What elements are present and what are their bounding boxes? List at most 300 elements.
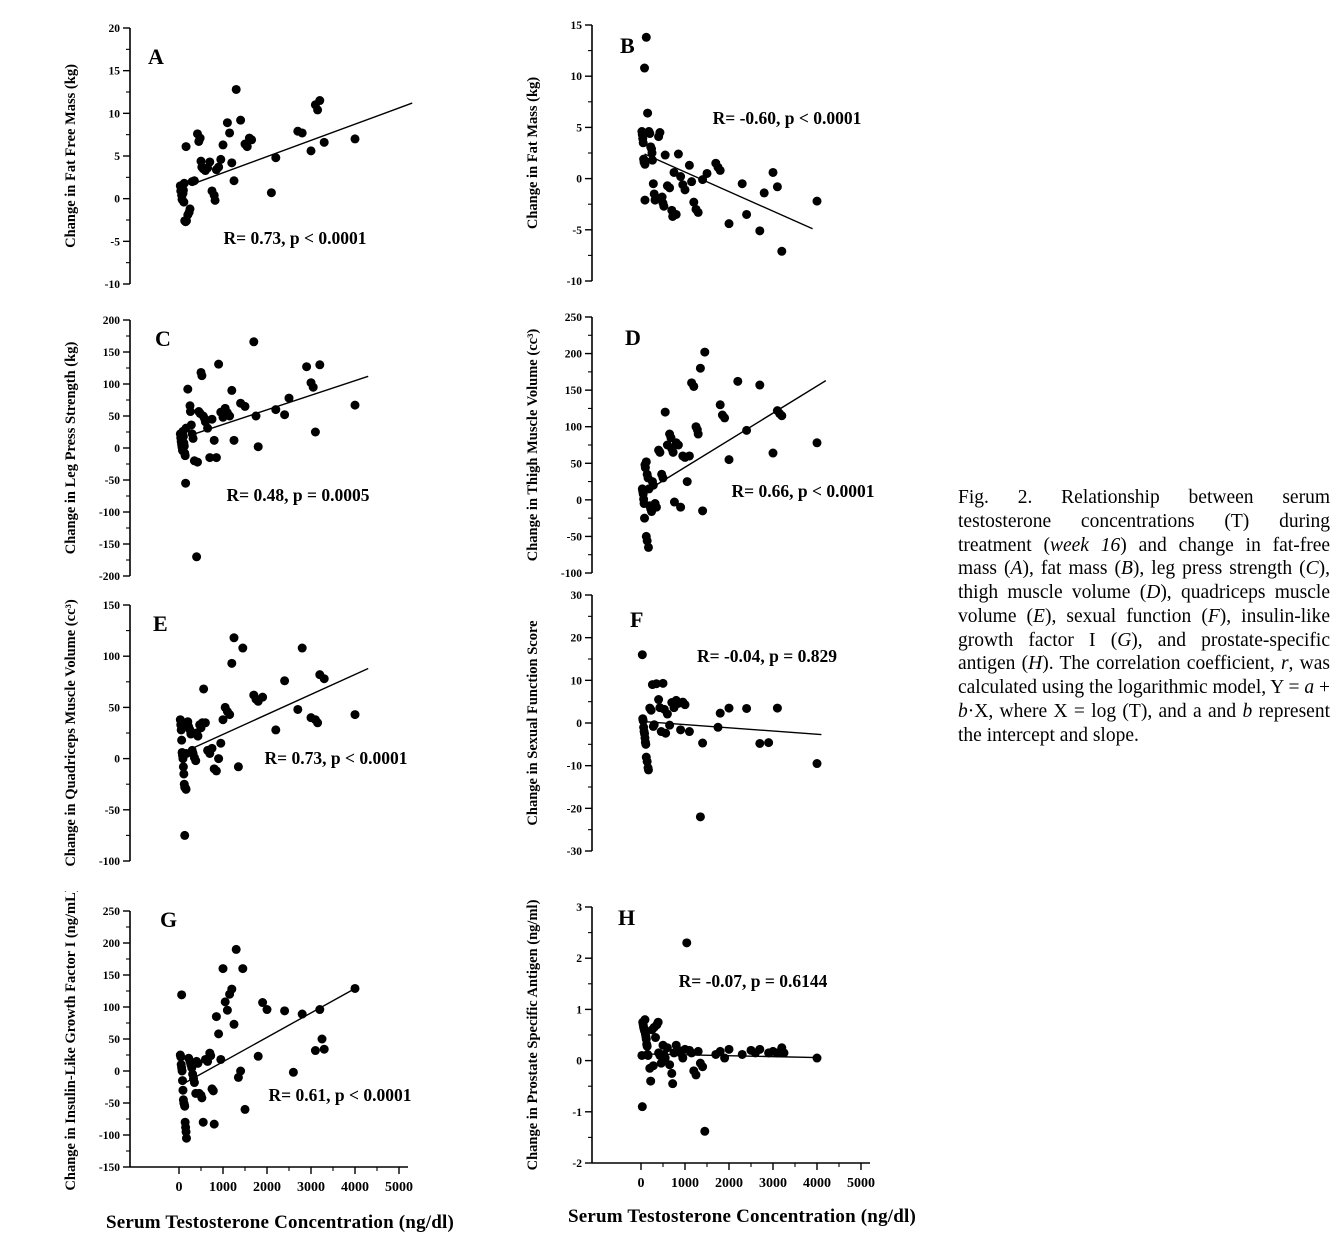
data-point: [665, 183, 674, 192]
y-axis-title: Change in Sexual Function Score: [525, 620, 541, 826]
scatter-points: [638, 650, 822, 821]
data-point: [676, 503, 685, 512]
y-tick-label: -50: [104, 475, 120, 487]
y-tick-label: 10: [570, 71, 582, 84]
y-tick-label: 1: [576, 1004, 582, 1017]
data-point: [219, 140, 228, 149]
data-point: [280, 1006, 289, 1015]
data-point: [293, 705, 302, 714]
y-tick-label: 150: [102, 970, 120, 982]
data-point: [225, 710, 234, 719]
data-point: [227, 659, 236, 668]
data-point: [192, 552, 201, 561]
data-point: [777, 247, 786, 256]
data-point: [236, 116, 245, 125]
y-tick-label: 3: [576, 902, 582, 914]
y-tick-label: 50: [108, 1034, 120, 1046]
data-point: [227, 158, 236, 167]
data-point: [210, 1120, 219, 1129]
trend-line: [650, 381, 826, 489]
scatter-points: [638, 348, 822, 552]
data-point: [698, 1062, 707, 1071]
data-point: [193, 458, 202, 467]
y-tick-label: 150: [102, 347, 120, 359]
y-tick-label: -150: [98, 539, 120, 551]
panel-fat-mass: [522, 5, 957, 302]
data-point: [309, 383, 318, 392]
data-point: [205, 157, 214, 166]
scatter-points: [176, 85, 360, 226]
y-tick-label: 0: [576, 1055, 582, 1068]
panel-leg-press-strength: [60, 300, 495, 597]
correlation-annotation: R= 0.73, p < 0.0001: [264, 748, 408, 768]
y-tick-label: 0: [576, 173, 582, 186]
y-tick-label: 250: [102, 906, 120, 918]
data-point: [655, 128, 664, 137]
data-point: [214, 163, 223, 172]
data-point: [223, 118, 232, 127]
x-tick-label: 0: [175, 1180, 183, 1195]
data-point: [315, 96, 324, 105]
panel-D-chart: [522, 297, 957, 589]
data-point: [227, 386, 236, 395]
data-point: [225, 128, 234, 137]
figure-caption: Fig. 2. Relationship between serum testosterone concentrations (T) during treatment (week 16) and change in fat-free mass (A), fat mass (B), leg press strength (C), thigh muscle volume (D), quadriceps muscle volume (E), sexual function (F), insulin-like growth factor I (G), and prostate-specific antigen (H). The correlation coefficient, r, was calculated using the logarithmic model, Y = a + b·X, where X = log (T), and a and b represent the intercept and slope.: [958, 487, 1331, 746]
y-tick-label: 15: [570, 20, 582, 32]
data-point: [178, 1067, 187, 1076]
data-point: [234, 762, 243, 771]
panel-letter: C: [155, 326, 171, 351]
y-tick-label: 100: [564, 421, 582, 434]
data-point: [665, 721, 674, 730]
data-point: [313, 105, 322, 114]
data-point: [196, 134, 205, 143]
data-point: [214, 1029, 223, 1038]
x-tick-label: 3000: [759, 1176, 787, 1191]
data-point: [643, 1042, 652, 1051]
y-tick-label: 50: [108, 702, 120, 715]
data-point: [280, 676, 289, 685]
data-point: [685, 161, 694, 170]
data-point: [208, 415, 217, 424]
y-tick-label: -50: [104, 804, 120, 817]
correlation-annotation: R= 0.66, p < 0.0001: [731, 481, 875, 501]
data-point: [654, 1018, 663, 1027]
data-point: [351, 134, 360, 143]
y-tick-label: -100: [560, 568, 582, 580]
data-point: [179, 198, 188, 207]
data-point: [725, 219, 734, 228]
data-point: [258, 693, 267, 702]
data-point: [230, 176, 239, 185]
x-tick-label: 5000: [385, 1180, 413, 1195]
data-point: [674, 441, 683, 450]
data-point: [180, 179, 189, 188]
data-point: [655, 448, 664, 457]
data-point: [725, 704, 734, 713]
correlation-annotation: R= -0.04, p = 0.829: [696, 646, 838, 666]
x-tick-label: 4000: [341, 1180, 369, 1195]
panel-E-chart: [60, 585, 495, 877]
data-point: [191, 756, 200, 765]
x-tick-label: 5000: [847, 1176, 875, 1191]
data-point: [644, 1051, 653, 1060]
data-point: [351, 401, 360, 410]
data-point: [667, 1069, 676, 1078]
y-tick-label: 20: [108, 23, 120, 35]
data-point: [313, 718, 322, 727]
panel-G-chart: [60, 891, 495, 1213]
data-point: [351, 710, 360, 719]
data-point: [241, 402, 250, 411]
y-tick-label: 20: [570, 632, 582, 645]
data-point: [755, 381, 764, 390]
data-point: [696, 812, 705, 821]
data-point: [223, 1006, 232, 1015]
data-point: [190, 1078, 199, 1087]
correlation-annotation: R= 0.61, p < 0.0001: [268, 1085, 412, 1105]
data-point: [199, 684, 208, 693]
data-point: [214, 360, 223, 369]
data-point: [212, 766, 221, 775]
data-point: [298, 644, 307, 653]
data-point: [177, 736, 186, 745]
data-point: [698, 506, 707, 515]
data-point: [755, 1045, 764, 1054]
data-point: [271, 725, 280, 734]
data-point: [777, 411, 786, 420]
data-point: [647, 706, 656, 715]
data-point: [227, 985, 236, 994]
y-axis-title: Change in Fat Free Mass (kg): [63, 64, 79, 248]
y-tick-label: 0: [576, 494, 582, 507]
trend-line: [194, 376, 368, 434]
data-point: [733, 377, 742, 386]
data-point: [271, 153, 280, 162]
y-tick-label: 0: [576, 718, 582, 730]
panel-B-chart: [522, 5, 957, 297]
data-point: [236, 1067, 245, 1076]
data-point: [311, 428, 320, 437]
data-point: [676, 725, 685, 734]
x-tick-label: 3000: [297, 1180, 325, 1195]
data-point: [318, 1035, 327, 1044]
data-point: [311, 1046, 320, 1055]
data-point: [180, 1102, 189, 1111]
data-point: [216, 1055, 225, 1064]
panel-letter: G: [160, 907, 178, 932]
data-point: [650, 720, 659, 729]
data-point: [271, 405, 280, 414]
data-point: [813, 1054, 822, 1063]
y-tick-label: -5: [110, 236, 120, 249]
data-point: [644, 543, 653, 552]
y-tick-label: 10: [570, 675, 582, 688]
data-point: [182, 142, 191, 151]
data-point: [742, 704, 751, 713]
data-point: [298, 1010, 307, 1019]
data-point: [645, 129, 654, 138]
data-point: [182, 1134, 191, 1143]
data-point: [720, 413, 729, 422]
y-tick-label: 200: [102, 315, 120, 327]
data-point: [652, 503, 661, 512]
data-point: [197, 1093, 206, 1102]
data-point: [720, 1054, 729, 1063]
scatter-points: [176, 337, 360, 561]
panel-letter: B: [620, 33, 635, 58]
data-point: [703, 169, 712, 178]
data-point: [641, 740, 650, 749]
panel-C-chart: [60, 300, 495, 592]
data-point: [241, 1105, 250, 1114]
y-tick-label: 150: [102, 600, 120, 612]
y-tick-label: -100: [98, 856, 120, 868]
panel-sexual-function-score: [522, 575, 957, 872]
data-point: [694, 430, 703, 439]
data-point: [649, 1061, 658, 1070]
data-point: [813, 197, 822, 206]
data-point: [725, 455, 734, 464]
panel-fat-free-mass: [60, 8, 495, 305]
data-point: [659, 202, 668, 211]
panel-letter: F: [630, 607, 644, 632]
y-tick-label: -100: [98, 507, 120, 519]
data-point: [238, 964, 247, 973]
data-point: [716, 166, 725, 175]
data-point: [315, 1005, 324, 1014]
y-tick-label: 200: [102, 938, 120, 950]
y-tick-label: 0: [114, 443, 120, 455]
y-tick-label: -10: [566, 276, 582, 288]
data-point: [211, 196, 220, 205]
y-tick-label: -150: [98, 1162, 120, 1174]
data-point: [700, 1127, 709, 1136]
data-point: [203, 424, 212, 433]
data-point: [249, 337, 258, 346]
data-point: [232, 945, 241, 954]
data-point: [225, 412, 234, 421]
y-axis-title: Change in Prostate Specific Antigen (ng/ml): [525, 899, 541, 1171]
data-point: [183, 385, 192, 394]
data-point: [208, 744, 217, 753]
y-tick-label: 2: [576, 953, 582, 966]
x-tick-label: 1000: [671, 1176, 699, 1191]
data-point: [209, 1086, 218, 1095]
data-point: [665, 1060, 674, 1069]
data-point: [676, 172, 685, 181]
data-point: [210, 436, 219, 445]
data-point: [212, 453, 221, 462]
y-tick-label: -50: [104, 1098, 120, 1110]
data-point: [674, 150, 683, 159]
y-tick-label: -10: [566, 760, 582, 773]
panel-letter: E: [153, 611, 168, 636]
data-point: [685, 727, 694, 736]
y-tick-label: -30: [566, 846, 582, 858]
data-point: [176, 1052, 185, 1061]
data-point: [320, 674, 329, 683]
y-tick-label: -2: [572, 1158, 582, 1170]
panel-psa: [522, 887, 957, 1214]
y-tick-label: 100: [102, 651, 120, 664]
data-point: [661, 729, 670, 738]
y-tick-label: 250: [564, 312, 582, 324]
y-tick-label: -20: [566, 803, 582, 816]
correlation-annotation: R= 0.73, p < 0.0001: [223, 228, 367, 248]
data-point: [212, 1012, 221, 1021]
y-axis-title: Change in Thigh Muscle Volume (cc³): [525, 328, 541, 562]
data-point: [298, 128, 307, 137]
y-tick-label: -5: [572, 224, 582, 237]
y-tick-label: 5: [114, 151, 120, 163]
data-point: [649, 179, 658, 188]
y-tick-label: 30: [570, 590, 582, 602]
data-point: [696, 364, 705, 373]
x-axis-title-left: Serum Testosterone Concentration (ng/dl): [105, 1212, 455, 1233]
y-tick-label: 0: [114, 753, 120, 766]
data-point: [661, 151, 670, 160]
correlation-annotation: R= 0.48, p = 0.0005: [226, 485, 370, 505]
data-point: [643, 109, 652, 118]
data-point: [216, 155, 225, 164]
data-point: [769, 168, 778, 177]
y-tick-label: 100: [102, 1002, 120, 1014]
y-tick-label: -1: [572, 1106, 582, 1119]
data-point: [681, 185, 690, 194]
x-axis-title-right: Serum Testosterone Concentration (ng/dl): [567, 1206, 917, 1227]
data-point: [681, 700, 690, 709]
y-tick-label: 50: [570, 458, 582, 471]
data-point: [219, 964, 228, 973]
data-point: [216, 739, 225, 748]
y-tick-label: -200: [98, 571, 120, 583]
data-point: [738, 179, 747, 188]
data-point: [642, 457, 651, 466]
data-point: [186, 204, 195, 213]
data-point: [698, 739, 707, 748]
data-point: [760, 188, 769, 197]
data-point: [180, 831, 189, 840]
data-point: [186, 407, 195, 416]
data-point: [682, 938, 691, 947]
data-point: [813, 759, 822, 768]
data-point: [190, 176, 199, 185]
data-point: [742, 210, 751, 219]
panel-F-chart: [522, 575, 957, 867]
data-point: [179, 769, 188, 778]
data-point: [230, 633, 239, 642]
y-tick-label: 15: [108, 65, 120, 78]
data-point: [181, 479, 190, 488]
data-point: [254, 1052, 263, 1061]
data-point: [230, 1020, 239, 1029]
data-point: [320, 1045, 329, 1054]
trend-line: [186, 990, 353, 1083]
data-point: [640, 64, 649, 73]
data-point: [642, 33, 651, 42]
data-point: [663, 710, 672, 719]
data-point: [780, 1048, 789, 1057]
data-point: [199, 1118, 208, 1127]
data-point: [700, 348, 709, 357]
data-point: [694, 1047, 703, 1056]
y-axis-title: Change in Insulin-Like Growth Factor I (ng/mL): [63, 891, 79, 1191]
data-point: [687, 177, 696, 186]
data-point: [755, 226, 764, 235]
data-point: [640, 196, 649, 205]
panel-thigh-muscle-volume: [522, 297, 957, 594]
data-point: [692, 1070, 701, 1079]
data-point: [252, 412, 261, 421]
data-point: [716, 400, 725, 409]
data-point: [738, 1050, 747, 1059]
x-tick-label: 1000: [209, 1180, 237, 1195]
y-tick-label: 150: [564, 385, 582, 398]
panel-letter: A: [148, 44, 164, 69]
data-point: [232, 85, 241, 94]
data-point: [769, 449, 778, 458]
scatter-points: [637, 33, 821, 256]
data-point: [644, 765, 653, 774]
data-point: [649, 481, 658, 490]
panel-letter: D: [625, 325, 641, 350]
data-point: [646, 1077, 655, 1086]
data-point: [206, 1051, 215, 1060]
y-tick-label: 0: [114, 1066, 120, 1078]
y-tick-label: -10: [104, 279, 120, 291]
correlation-annotation: R= -0.60, p < 0.0001: [712, 108, 862, 128]
y-tick-label: 0: [114, 193, 120, 206]
panel-quadriceps-muscle-volume: [60, 585, 495, 882]
data-point: [773, 704, 782, 713]
data-point: [648, 156, 657, 165]
data-point: [263, 1005, 272, 1014]
data-point: [254, 442, 263, 451]
data-point: [197, 371, 206, 380]
y-axis-title: Change in Fat Mass (kg): [525, 76, 541, 230]
data-point: [638, 650, 647, 659]
data-point: [714, 723, 723, 732]
data-point: [638, 1102, 647, 1111]
data-point: [683, 477, 692, 486]
y-tick-label: 50: [108, 411, 120, 423]
data-point: [187, 420, 196, 429]
data-point: [669, 448, 678, 457]
x-tick-label: 2000: [253, 1180, 281, 1195]
x-tick-label: 0: [637, 1176, 645, 1191]
data-point: [238, 644, 247, 653]
y-tick-label: 5: [576, 122, 582, 135]
data-point: [320, 138, 329, 147]
data-point: [178, 1086, 187, 1095]
data-point: [351, 984, 360, 993]
data-point: [764, 738, 773, 747]
correlation-annotation: R= -0.07, p = 0.6144: [678, 971, 828, 991]
data-point: [716, 709, 725, 718]
data-point: [659, 473, 668, 482]
panel-A-chart: [60, 8, 495, 300]
data-point: [178, 1076, 187, 1085]
data-point: [315, 360, 324, 369]
y-tick-label: 10: [108, 108, 120, 121]
data-point: [181, 451, 190, 460]
panel-H-chart: [522, 887, 957, 1209]
y-tick-label: 200: [564, 348, 582, 361]
data-point: [189, 434, 198, 443]
data-point: [193, 732, 202, 741]
data-point: [678, 1054, 687, 1063]
